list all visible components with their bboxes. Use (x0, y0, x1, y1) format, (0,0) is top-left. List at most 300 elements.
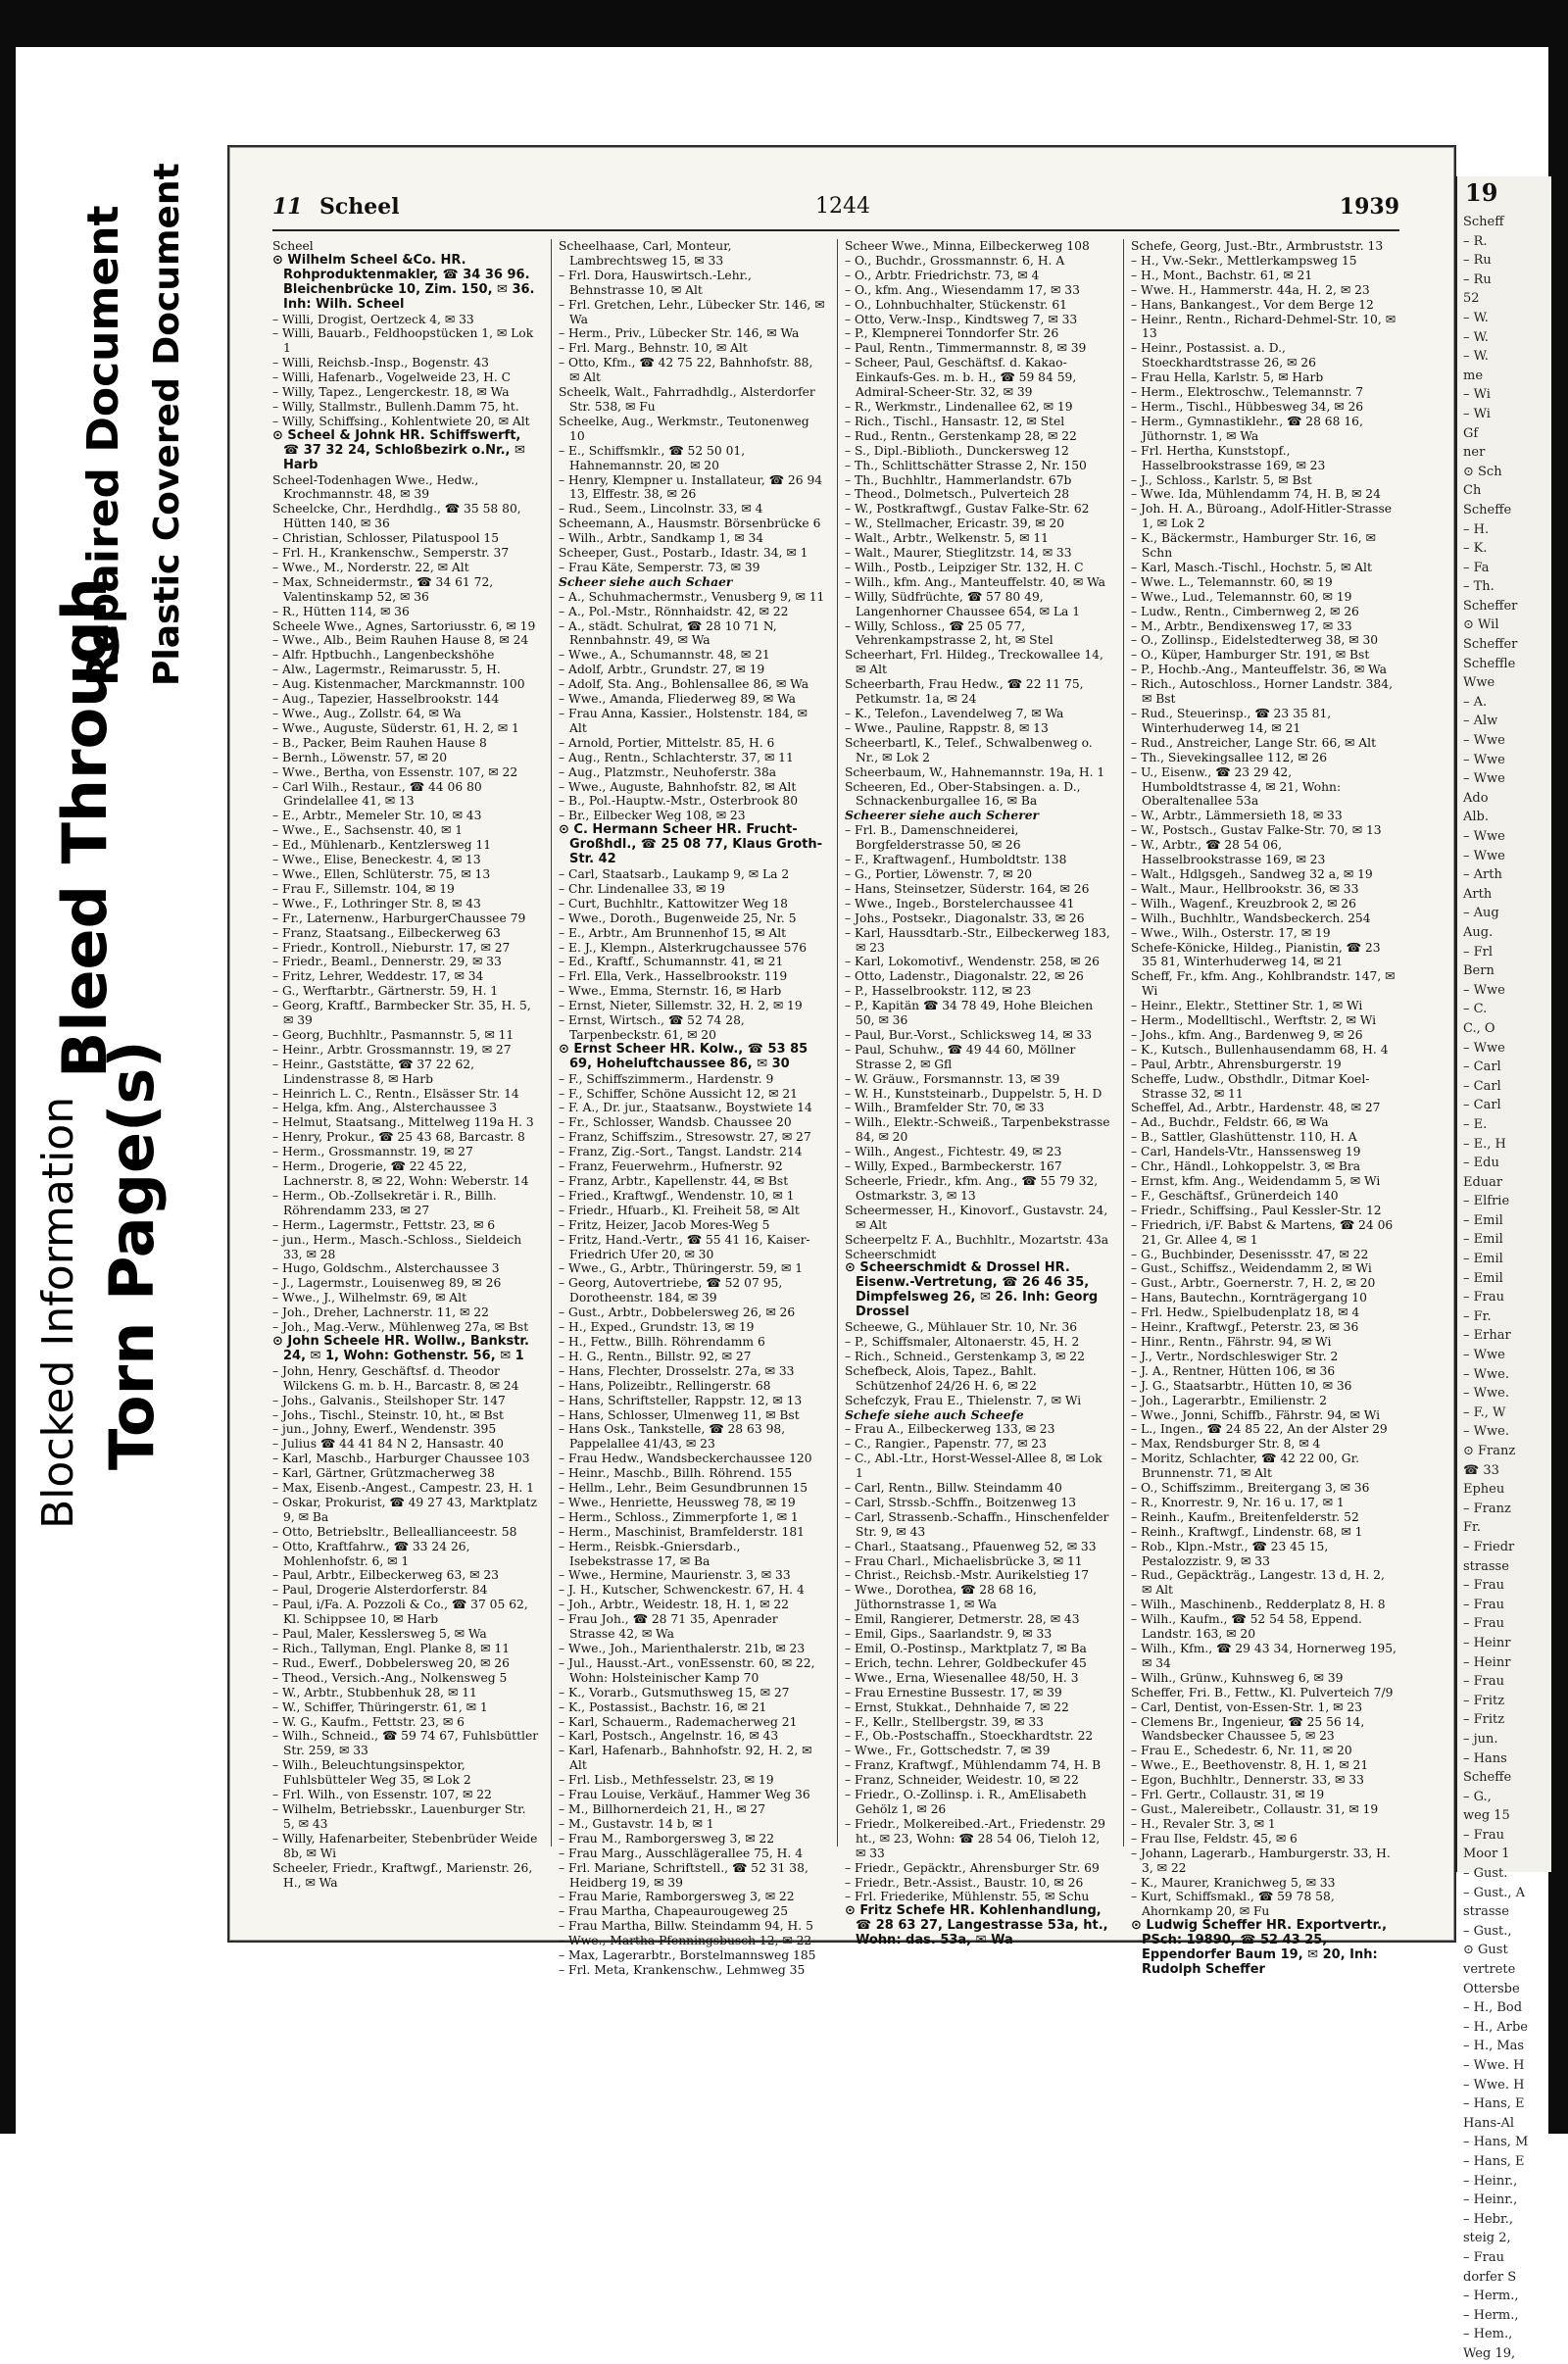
directory-entry: – Paul, Arbtr., Ahrensburgerstr. 19 (1131, 1057, 1342, 1071)
directory-entry: – Willy, Schiffsing., Kohlentwiete 20, ✉ Alt (272, 414, 530, 428)
directory-entry: – Karl, Schauerm., Rademacherweg 21 (559, 1714, 798, 1729)
directory-entry: – M., Gustavstr. 14 b, ✉ 1 (559, 1816, 714, 1831)
directory-entry: – Johs., Galvanis., Steilshoper Str. 147 (272, 1393, 506, 1407)
directory-entry: Scheel-Todenhagen Wwe., Hedw., Krochmannstr. 48, ✉ 39 (272, 472, 479, 502)
directory-entry: Scheffe, Ludw., Obsthdlr., Ditmar Koel-Strasse 32, ✉ 11 (1131, 1071, 1370, 1101)
directory-entry: – H., Mont., Bachstr. 61, ✉ 21 (1131, 268, 1313, 282)
directory-entry: – Wwe. H., Hammerstr. 44a, H. 2, ✉ 23 (1131, 282, 1370, 297)
adjacent-page-line: – Wi (1463, 387, 1491, 403)
directory-entry: – Carl, Strssb.-Schffn., Boitzenweg 13 (845, 1495, 1077, 1509)
directory-entry: – Wilh., Postb., Leipziger Str. 132, H. C (845, 560, 1084, 574)
directory-entry: – Frau Joh., ☎ 28 71 35, Apenrader Strasse 42, ✉ Wa (559, 1612, 778, 1642)
directory-entry: – E., Schiffsmklr., ☎ 52 50 01, Hahnemannstr. 20, ✉ 20 (559, 443, 746, 472)
directory-entry: – Frl. H., Krankenschw., Semperstr. 37 (272, 546, 510, 561)
directory-entry: – Willy, Tapez., Lengerckestr. 18, ✉ Wa (272, 385, 510, 400)
directory-entry: – Fritz, Hand.-Vertr., ☎ 55 41 16, Kaiser-Friedrich Ufer 20, ✉ 30 (559, 1232, 810, 1261)
directory-entry: – Rud., Ewerf., Dobbelersweg 20, ✉ 26 (272, 1655, 510, 1670)
directory-entry: – Frl. Gretchen, Lehr., Lübecker Str. 146, ✉ Wa (559, 297, 825, 326)
adjacent-page-line: – Wwe. H (1463, 2058, 1525, 2073)
directory-entry: – Aug., Tapezier, Hasselbrookstr. 144 (272, 692, 500, 707)
directory-entry: – S., Dipl.-Biblioth., Dunckersweg 12 (845, 443, 1069, 458)
directory-entry: – Wilh., Buchhltr., Wandsbeckerch. 254 (1131, 911, 1371, 925)
directory-entry: – Alw., Lagermstr., Reimarusstr. 5, H. (272, 663, 501, 677)
adjacent-page-line: – Herm., (1463, 2307, 1519, 2323)
directory-entry: Scheerer siehe auch Scherer (845, 808, 1040, 823)
directory-entry: Scheffer, Fri. B., Fettw., Kl. Pulverteich 7/9 (1131, 1685, 1394, 1699)
directory-entry: – Otto, Betriebsltr., Belleallianceestr. 58 (272, 1524, 517, 1539)
adjacent-page-line: – H. (1463, 521, 1490, 537)
adjacent-page-line: – H., Mas (1463, 2039, 1525, 2054)
directory-entry: – H., Vw.-Sekr., Mettlerkampsweg 15 (1131, 253, 1357, 268)
directory-entry: Scheer siehe auch Schaer (559, 573, 733, 589)
directory-entry: – Hans, Schriftsteller, Rappstr. 12, ✉ 13 (559, 1393, 803, 1407)
directory-entry: – Hans, Steinsetzer, Süderstr. 164, ✉ 26 (845, 881, 1090, 896)
directory-entry: – G., Portier, Löwenstr. 7, ✉ 20 (845, 866, 1033, 881)
directory-entry: – Christ., Reichsb.-Mstr. Aurikelstieg 17 (845, 1568, 1090, 1583)
directory-entry: – Carl, Dentist, von-Essen-Str. 1, ✉ 23 (1131, 1699, 1363, 1714)
directory-entry: – Herm., Schloss., Zimmerpforte 1, ✉ 1 (559, 1509, 799, 1524)
directory-entry: Scheerbartl, K., Telef., Schwalbenweg o. Nr., ✉ Lok 2 (845, 735, 1093, 764)
directory-entry: Scheeler, Friedr., Kraftwgf., Marienstr. 26, H., ✉ Wa (272, 1860, 533, 1890)
directory-entry: – Wwe., G., Arbtr., Thüringerstr. 59, ✉ 1 (559, 1261, 804, 1276)
directory-entry: – W., Postsch., Gustav Falke-Str. 70, ✉ 13 (1131, 823, 1382, 838)
directory-entry: Scheerpeltz F. A., Buchhltr., Mozartstr. 43a (845, 1232, 1109, 1247)
page-header (272, 192, 1399, 231)
adjacent-page-line: Scheffe (1463, 1770, 1512, 1786)
directory-entry: – Wilh., Kaufm., ☎ 52 54 58, Eppend. Landstr. 163, ✉ 20 (1131, 1612, 1362, 1642)
directory-entry: – H., Fettw., Billh. Röhrendamm 6 (559, 1334, 765, 1349)
directory-entry: – F., Geschäftsf., Grünerdeich 140 (1131, 1188, 1339, 1203)
adjacent-page-strip (1454, 176, 1551, 2361)
adjacent-page-line: – Carl (1463, 1098, 1501, 1113)
adjacent-page-line: Ado (1463, 790, 1489, 806)
directory-entry: Scheelcke, Chr., Herdhdlg., ☎ 35 58 80, Hütten 140, ✉ 36 (272, 502, 521, 531)
directory-entry: Schefbeck, Alois, Tapez., Bahlt. Schützenhof 24/26 H. 6, ✉ 22 (845, 1363, 1037, 1393)
directory-entry: – K., Kutsch., Bullenhausendamm 68, H. 4 (1131, 1042, 1389, 1057)
directory-entry: – Helga, kfm. Ang., Alsterchaussee 3 (272, 1101, 498, 1115)
directory-entry: – Kurt, Schiffsmakl., ☎ 59 78 58, Ahornkamp 20, ✉ Fu (1131, 1890, 1335, 1919)
directory-entry: – Wilh., Grünw., Kuhnsweg 6, ✉ 39 (1131, 1670, 1344, 1685)
directory-entry: – P., Klempnerei Tonndorfer Str. 26 (845, 326, 1059, 341)
directory-entry: – Franz, Arbtr., Kapellenstr. 44, ✉ Bst (559, 1174, 789, 1188)
directory-entry: – Erich, techn. Lehrer, Goldbeckufer 45 (845, 1655, 1087, 1670)
column-rule (1123, 239, 1124, 1847)
directory-entry: – F., Kellr., Stellbergstr. 39, ✉ 33 (845, 1714, 1044, 1729)
directory-entry: – Otto, Kfm., ☎ 42 75 22, Bahnhofstr. 88, ✉ Alt (559, 356, 813, 385)
adjacent-page-line: – Heinr., (1463, 2173, 1518, 2189)
directory-entry: – Herm., Reisbk.-Gniersdarb., Isebekstrasse 17, ✉ Ba (559, 1539, 741, 1568)
adjacent-page-line: Eduar (1463, 1174, 1503, 1190)
directory-entry: Schefe-Könicke, Hildeg., Pianistin, ☎ 23 35 81, Winterhuderweg 14, ✉ 21 (1131, 940, 1381, 969)
directory-entry: ⊙ Wilhelm Scheel &Co. HR. Rohproduktenmakler, ☎ 34 36 96. Bleichenbrücke 10, Zim. 150, ✉ 36. Inh: Wilh. Scheel (272, 252, 535, 312)
scanner-border-right (1548, 0, 1568, 2134)
directory-entry: – Georg, Kraftf., Barmbecker Str. 35, H. 5, ✉ 39 (272, 999, 531, 1028)
directory-entry: – Franz, Schiffszim., Stresowstr. 27, ✉ 27 (559, 1130, 811, 1145)
directory-entry: – Frau F., Sillemstr. 104, ✉ 19 (272, 881, 455, 896)
adjacent-page-line: ☎ 33 (1463, 1462, 1499, 1478)
directory-entry: – Ernst, kfm. Ang., Weidendamm 5, ✉ Wi (1131, 1174, 1381, 1188)
directory-entry: Scheelhaase, Carl, Monteur, Lambrechtsweg 15, ✉ 33 (559, 239, 732, 268)
directory-entry: – Theod., Versich.-Ang., Nolkensweg 5 (272, 1670, 508, 1685)
directory-entry: – Frl. Gertr., Collaustr. 31, ✉ 19 (1131, 1788, 1325, 1802)
directory-entry: – Paul, Maler, Kesslersweg 5, ✉ Wa (272, 1627, 487, 1642)
directory-entry: Schefe, Georg, Just.-Btr., Armbruststr. 13 (1131, 239, 1384, 253)
adjacent-page-line: Scheffle (1463, 656, 1516, 671)
directory-entry: – Wilh., kfm. Ang., Manteuffelstr. 40, ✉ Wa (845, 574, 1105, 589)
directory-entry: – Friedr., Hfuarb., Kl. Freiheit 58, ✉ Alt (559, 1203, 800, 1217)
directory-entry: – Paul, Rentn., Timmermannstr. 8, ✉ 39 (845, 341, 1087, 356)
adjacent-page-line: – Hem., (1463, 2327, 1513, 2342)
adjacent-page-line: – Frau (1463, 1616, 1504, 1632)
directory-entry: – Heinr., Maschb., Billh. Röhrend. 155 (559, 1466, 793, 1481)
directory-entry: – Karl, Masch.-Tischl., Hochstr. 5, ✉ Alt (1131, 560, 1372, 574)
directory-entry: Scheff, Fr., kfm. Ang., Kohlbrandstr. 147, ✉ Wi (1131, 969, 1396, 999)
adjacent-page-line: – Wwe. (1463, 1424, 1509, 1440)
adjacent-page-line: – Frau (1463, 1578, 1504, 1594)
directory-entry: – Chr. Lindenallee 33, ✉ 19 (559, 881, 725, 896)
directory-entry: – Wilhelm, Betriebsskr., Lauenburger Str. 5, ✉ 43 (272, 1801, 526, 1831)
directory-entry: – Otto, Ladenstr., Diagonalstr. 22, ✉ 26 (845, 969, 1084, 984)
directory-entry: Scheemann, A., Hausmstr. Börsenbrücke 6 (559, 517, 821, 531)
directory-entry: – Joh., Dreher, Lachnerstr. 11, ✉ 22 (272, 1305, 489, 1320)
directory-entry: – Herm., Elektroschw., Telemannstr. 7 (1131, 385, 1364, 400)
directory-entry: – Hugo, Goldschm., Alsterchaussee 3 (272, 1261, 500, 1276)
directory-entry: – E., Arbtr., Memeler Str. 10, ✉ 43 (272, 809, 482, 823)
directory-entry: – Joh., Mag.-Verw., Mühlenweg 27a, ✉ Bst (272, 1320, 529, 1335)
adjacent-page-line: Gf (1463, 425, 1479, 441)
directory-entry: – jun., Herm., Masch.-Schloss., Sieldeich 33, ✉ 28 (272, 1232, 522, 1261)
directory-entry: – O., Arbtr. Friedrichstr. 73, ✉ 4 (845, 268, 1040, 282)
adjacent-page-line: – W. (1463, 329, 1489, 345)
directory-entry: Scheewe, G., Mühlauer Str. 10, Nr. 36 (845, 1320, 1078, 1335)
directory-entry: – Th., Schlittschätter Strasse 2, Nr. 150 (845, 458, 1087, 472)
directory-entry: – Wilh., Maschinenb., Redderplatz 8, H. 8 (1131, 1598, 1386, 1612)
directory-entry: – Friedr., Betr.-Assist., Baustr. 10, ✉ 26 (845, 1875, 1084, 1890)
adjacent-page-line: 52 (1463, 291, 1480, 307)
directory-entry: – Frau Marie, Ramborgersweg 3, ✉ 22 (559, 1890, 795, 1904)
adjacent-page-year: 19 (1465, 178, 1498, 207)
adjacent-page-line: C., O (1463, 1020, 1495, 1036)
directory-entry: – Joh., Arbtr., Weidestr. 18, H. 1, ✉ 22 (559, 1598, 789, 1612)
adjacent-page-line: – Hans, M (1463, 2135, 1529, 2150)
directory-entry: – Herm., Grossmannstr. 19, ✉ 27 (272, 1145, 473, 1159)
adjacent-page-line: Ch (1463, 483, 1482, 499)
directory-entry: – Wwe., Ellen, Schlüterstr. 75, ✉ 13 (272, 866, 491, 881)
directory-entry: – Bernh., Löwenstr. 57, ✉ 20 (272, 750, 448, 764)
directory-entry: – Karl, Lokomotivf., Wendenstr. 258, ✉ 26 (845, 955, 1100, 969)
directory-entry: – Heinr., Kraftwgf., Peterstr. 23, ✉ 36 (1131, 1320, 1359, 1335)
directory-entry: – Rud., Steuerinsp., ☎ 23 35 81, Winterhuderweg 14, ✉ 21 (1131, 707, 1332, 735)
directory-entry: – Walt., Maurer, Stieglitzstr. 14, ✉ 33 (845, 546, 1072, 561)
directory-entry: – C., Rangier., Papenstr. 77, ✉ 23 (845, 1437, 1047, 1452)
directory-entry: – Paul, Drogerie Alsterdorferstr. 84 (272, 1583, 488, 1598)
directory-entry: – Fritz, Lehrer, Weddestr. 17, ✉ 34 (272, 969, 484, 984)
directory-entry: – Franz, Schneider, Weidestr. 10, ✉ 22 (845, 1773, 1079, 1788)
adjacent-page-line: – C. (1463, 1002, 1488, 1017)
directory-entry: – Friedr., Molkereibed.-Art., Friedenstr. 29 ht., ✉ 23, Wohn: ☎ 28 54 06, Tieloh 12, ✉ 33 (845, 1816, 1105, 1860)
directory-entry: – O., Lohnbuchhalter, Stückenstr. 61 (845, 297, 1067, 312)
directory-entry: – P., Hasselbrookstr. 112, ✉ 23 (845, 984, 1032, 999)
directory-entry: – Paul, Arbtr., Eilbeckerweg 63, ✉ 23 (272, 1568, 499, 1583)
adjacent-page-line: – Wwe (1463, 752, 1505, 767)
adjacent-page-line: – Gust. (1463, 1866, 1508, 1882)
directory-entry: – Frl. Hedw., Spielbudenplatz 18, ✉ 4 (1131, 1305, 1360, 1320)
directory-entry: – Clemens Br., Ingenieur, ☎ 25 56 14, Wandsbecker Chaussee 5, ✉ 23 (1131, 1714, 1365, 1744)
adjacent-page-line: Weg 19, (1463, 2345, 1516, 2361)
directory-entry: – Johann, Lagerarb., Hamburgerstr. 33, H. 3, ✉ 22 (1131, 1846, 1391, 1875)
directory-entry: – Ludw., Rentn., Cimbernweg 2, ✉ 26 (1131, 604, 1359, 618)
directory-entry: – Georg, Buchhltr., Pasmannstr. 5, ✉ 11 (272, 1027, 514, 1042)
directory-entry: ⊙ Fritz Schefe HR. Kohlenhandlung, ☎ 28 63 27, Langestrasse 53a, ht., Wohn: das. 53a, ✉ Wa (845, 1903, 1108, 1948)
directory-entry: – Wwe., Auguste, Bahnhofstr. 82, ✉ Alt (559, 779, 797, 794)
directory-entry: – Alfr. Hptbuchh., Langenbeckshöhe (272, 648, 495, 663)
directory-entry: – Heinr., Arbtr. Grossmannstr. 19, ✉ 27 (272, 1042, 512, 1057)
directory-entry: – Fritz, Heizer, Jacob Mores-Weg 5 (559, 1217, 770, 1232)
directory-entry: – Emil, Rangierer, Detmerstr. 28, ✉ 43 (845, 1612, 1080, 1627)
directory-entry: – A., städt. Schulrat, ☎ 28 10 71 N, Rennbahnstr. 49, ✉ Wa (559, 618, 777, 648)
directory-entry: – Frl. Marg., Behnstr. 10, ✉ Alt (559, 341, 748, 356)
directory-entry: – W. H., Kunststeinarb., Duppelstr. 5, H. D (845, 1086, 1102, 1101)
label-bleed-through: Bleed Through (49, 577, 121, 1078)
directory-entry: – W., Arbtr., Lämmersieth 18, ✉ 33 (1131, 809, 1343, 823)
directory-entry: – Heinr., Rentn., Richard-Dehmel-Str. 10, ✉ 13 (1131, 312, 1396, 341)
directory-entry: – Wwe., Elise, Beneckestr. 4, ✉ 13 (272, 853, 481, 867)
directory-entry: – Johs., Postsekr., Diagonalstr. 33, ✉ 26 (845, 911, 1085, 925)
label-torn-pages: Torn Page(s) (96, 1040, 168, 1470)
directory-entry: – Heinr., Elektr., Stettiner Str. 1, ✉ Wi (1131, 999, 1363, 1013)
directory-entry: – Hans, Polizeibtr., Rellingerstr. 68 (559, 1378, 771, 1393)
directory-entry: – Herm., Maschinist, Bramfelderstr. 181 (559, 1524, 805, 1539)
adjacent-page-line: – Emil (1463, 1232, 1503, 1248)
adjacent-page-line: strasse (1463, 1558, 1509, 1574)
adjacent-page-line: ⊙ Franz (1463, 1444, 1516, 1458)
directory-entry: – Wilh., Wagenf., Kreuzbrook 2, ✉ 26 (1131, 896, 1356, 911)
directory-entry: – Wwe., Amanda, Fliederweg 89, ✉ Wa (559, 692, 796, 707)
directory-entry: – A., Pol.-Mstr., Rönnhaidstr. 42, ✉ 22 (559, 604, 789, 618)
directory-entry: – Herm., Drogerie, ☎ 22 45 22, Lachnerstr. 8, ✉ 22, Wohn: Weberstr. 14 (272, 1159, 529, 1188)
directory-entry: – K., Maurer, Kranichweg 5, ✉ 33 (1131, 1875, 1336, 1890)
adjacent-page-line: – Elfrie (1463, 1194, 1510, 1209)
directory-entry: Scheermesser, H., Kinovorf., Gustavstr. 24, ✉ Alt (845, 1203, 1108, 1232)
directory-entry: – Th., Sievekingsallee 112, ✉ 26 (1131, 750, 1328, 764)
directory-entry: – Wwe., Aug., Zollstr. 64, ✉ Wa (272, 707, 462, 720)
directory-entry: – Wilh., Schneid., ☎ 59 74 67, Fuhlsbüttler Str. 259, ✉ 33 (272, 1729, 539, 1758)
directory-entry: – Julius ☎ 44 41 84 N 2, Hansastr. 40 (272, 1437, 504, 1452)
directory-entry: Scheele Wwe., Agnes, Sartoriusstr. 6, ✉ 19 (272, 618, 536, 633)
adjacent-page-line: – Friedr (1463, 1539, 1515, 1554)
directory-entry: – Karl, Maschb., Harburger Chaussee 103 (272, 1452, 530, 1466)
column-4 (1131, 239, 1397, 1977)
directory-entry: ⊙ John Scheele HR. Wollw., Bankstr. 24, ✉ 1, Wohn: Gothenstr. 56, ✉ 1 (272, 1333, 529, 1363)
directory-entry: – jun., Johny, Ewerf., Wendenstr. 395 (272, 1422, 497, 1437)
adjacent-page-line: – Hebr., (1463, 2211, 1514, 2227)
directory-entry: – Rich., Schneid., Gerstenkamp 3, ✉ 22 (845, 1349, 1085, 1363)
directory-entry: – Walt., Maur., Hellbrookstr. 36, ✉ 33 (1131, 881, 1359, 896)
adjacent-page-line: – Wwe. H (1463, 2077, 1525, 2093)
directory-entry: – Ernst, Stukkat., Dehnhaide 7, ✉ 22 (845, 1699, 1069, 1714)
directory-entry: – Wwe., Wilh., Osterstr. 17, ✉ 19 (1131, 925, 1331, 940)
adjacent-page-line: – Frau (1463, 1827, 1504, 1843)
directory-entry: – Carl Wilh., Restaur., ☎ 44 06 80 Grindelallee 41, ✉ 13 (272, 779, 482, 809)
directory-entry: – P., Schiffsmaler, Altonaerstr. 45, H. 2 (845, 1334, 1080, 1349)
directory-entry: – Theod., Dolmetsch., Pulverteich 28 (845, 487, 1070, 502)
directory-entry: – Wwe., J., Wilhelmstr. 69, ✉ Alt (272, 1291, 467, 1305)
directory-entry: – R., Knorrestr. 9, Nr. 16 u. 17, ✉ 1 (1131, 1495, 1345, 1509)
directory-entry: – Rob., Klpn.-Mstr., ☎ 23 45 15, Pestalozzistr. 9, ✉ 33 (1131, 1539, 1329, 1568)
directory-entry: – Wwe., Hermine, Maurienstr. 3, ✉ 33 (559, 1568, 791, 1583)
directory-entry: – A., Schuhmachermstr., Venusberg 9, ✉ 11 (559, 589, 825, 604)
directory-entry: – Frau Ernestine Bussestr. 17, ✉ 39 (845, 1685, 1062, 1699)
directory-entry: – Otto, Verw.-Insp., Kindtsweg 7, ✉ 33 (845, 312, 1078, 326)
adjacent-page-line: – Hans, E (1463, 2153, 1525, 2169)
adjacent-page-line: dorfer S (1463, 2269, 1517, 2285)
directory-entry: – Curt, Buchhltr., Kattowitzer Weg 18 (559, 896, 788, 911)
directory-entry: – Paul, Bur.-Vorst., Schlicksweg 14, ✉ 33 (845, 1027, 1093, 1042)
directory-entry: – Helmut, Staatsang., Mittelweg 119a H. 3 (272, 1115, 534, 1130)
directory-columns (272, 239, 1399, 1977)
label-plastic-covered-document: Plastic Covered Document (147, 163, 187, 686)
directory-entry: – Carl, Staatsarb., Laukamp 9, ✉ La 2 (559, 866, 790, 881)
directory-entry: – Herm., Ob.-Zollsekretär i. R., Billh. Röhrendamm 233, ✉ 27 (272, 1188, 497, 1217)
directory-entry: – Wwe., Auguste, Süderstr. 61, H. 2, ✉ 1 (272, 720, 519, 735)
adjacent-page-line: weg 15 (1463, 1808, 1510, 1824)
directory-entry: – Emil, O.-Postinsp., Marktplatz 7, ✉ Ba (845, 1642, 1087, 1655)
directory-entry: – Franz, Kraftwgf., Mühlendamm 74, H. B (845, 1758, 1102, 1773)
directory-entry: – F., Schiffer, Schöne Aussicht 12, ✉ 21 (559, 1086, 798, 1101)
column-rule (837, 239, 838, 1847)
adjacent-page-line: – Wwe. (1463, 1366, 1509, 1382)
directory-entry: – Joh., Lagerarbtr., Emilienstr. 2 (1131, 1393, 1327, 1407)
scanner-border-top (0, 0, 1568, 47)
directory-entry: – J., Schloss., Karlstr. 5, ✉ Bst (1131, 472, 1312, 487)
directory-entry: – F., Kraftwagenf., Humboldtstr. 138 (845, 853, 1067, 867)
directory-entry: – Rud., Rentn., Gerstenkamp 28, ✉ 22 (845, 428, 1077, 443)
directory-entry: – Wwe., Alb., Beim Rauhen Hause 8, ✉ 24 (272, 633, 529, 648)
adjacent-page-line: ⊙ Sch (1463, 464, 1502, 479)
directory-entry: – Frau Käte, Semperstr. 73, ✉ 39 (559, 560, 760, 574)
adjacent-page-line: – Carl (1463, 1078, 1501, 1094)
directory-entry: – Karl, Gärtner, Grützmacherweg 38 (272, 1466, 495, 1481)
directory-entry: Scheer Wwe., Minna, Eilbeckerweg 108 (845, 239, 1090, 253)
directory-entry: – Herm., Tischl., Hübbesweg 34, ✉ 26 (1131, 399, 1364, 414)
directory-entry: Schefczyk, Frau E., Thielenstr. 7, ✉ Wi (845, 1393, 1082, 1407)
directory-entry: – Scheer, Paul, Geschäftsf. d. Kakao-Einkaufs-Ges. m. b. H., ☎ 59 84 59, Admiral-Scheer-Str. 32, ✉ 39 (845, 356, 1077, 400)
adjacent-page-line: Bern (1463, 963, 1494, 979)
directory-entry: – P., Hochb.-Ang., Manteuffelstr. 36, ✉ Wa (1131, 663, 1387, 677)
adjacent-page-line: – Aug (1463, 906, 1499, 921)
directory-entry: – L., Ingen., ☎ 24 85 22, An der Alster 29 (1131, 1422, 1388, 1437)
label-blocked-information: Blocked Information (33, 1096, 83, 1529)
directory-entry: – Willy, Exped., Barmbeckerstr. 167 (845, 1159, 1062, 1174)
adjacent-page-line: – jun. (1463, 1731, 1498, 1747)
directory-entry: – Hans, Schlosser, Ulmenweg 11, ✉ Bst (559, 1407, 800, 1422)
directory-entry: – Heinr., Gaststätte, ☎ 37 22 62, Lindenstrasse 8, ✉ Harb (272, 1057, 475, 1086)
directory-entry: – P., Kapitän ☎ 34 78 49, Hohe Bleichen 50, ✉ 36 (845, 999, 1094, 1028)
directory-entry: – E. J., Klempn., Alsterkrugchaussee 576 (559, 940, 808, 955)
directory-entry: – Herm., Gymnastiklehr., ☎ 28 68 16, Jüthornstr. 1, ✉ Wa (1131, 414, 1363, 443)
adjacent-page-line: – Arth (1463, 867, 1502, 883)
directory-entry: – Frau Martha, Billw. Steindamm 94, H. 5 (559, 1919, 813, 1934)
directory-entry: – Frl. Lisb., Methfesselstr. 23, ✉ 19 (559, 1773, 774, 1788)
directory-entry: – Frau Marg., Ausschlägerallee 75, H. 4 (559, 1846, 804, 1860)
directory-entry: – Hellm., Lehr., Beim Gesundbrunnen 15 (559, 1481, 808, 1496)
adjacent-page-line: – Emil (1463, 1252, 1503, 1267)
directory-entry: – J. H., Kutscher, Schwenckestr. 67, H. 4 (559, 1583, 805, 1598)
directory-entry: – Frl. Wilh., von Essenstr. 107, ✉ 22 (272, 1788, 492, 1802)
directory-entry: Scheelke, Aug., Werkmstr., Teutonenweg 10 (559, 414, 809, 443)
scanner-border-left (0, 0, 16, 2134)
directory-entry: – W., Arbtr., Stubbenhuk 28, ✉ 11 (272, 1685, 477, 1699)
directory-entry: – R., Hütten 114, ✉ 36 (272, 604, 410, 618)
directory-entry: – Frl. B., Damenschneiderei, Borgfelderstrasse 50, ✉ 26 (845, 823, 1021, 853)
directory-entry: ⊙ Scheel & Johnk HR. Schiffswerft, ☎ 37 32 24, Schloßbezirk o.Nr., ✉ Harb (272, 427, 525, 472)
directory-entry: – H., Revaler Str. 3, ✉ 1 (1131, 1816, 1276, 1831)
adjacent-page-line: – Wwe (1463, 1348, 1505, 1363)
directory-entry: – Karl, Postsch., Angelnstr. 16, ✉ 43 (559, 1729, 779, 1744)
directory-entry: – O., Küper, Hamburger Str. 191, ✉ Bst (1131, 648, 1370, 663)
directory-entry: – Friedr., Schiffsing., Paul Kessler-Str. 12 (1131, 1203, 1382, 1217)
directory-entry: – E., Arbtr., Am Brunnenhof 15, ✉ Alt (559, 925, 787, 940)
adjacent-page-line: Moor 1 (1463, 1847, 1510, 1862)
directory-entry: – Aug., Platzmstr., Neuhoferstr. 38a (559, 764, 777, 779)
directory-entry: – Fr., Schlosser, Wandsb. Chaussee 20 (559, 1115, 792, 1130)
directory-entry: – Johs., Tischl., Steinstr. 10, ht., ✉ Bst (272, 1407, 504, 1422)
directory-entry: ⊙ Ernst Scheer HR. Kolw., ☎ 53 85 69, Hoheluftchaussee 86, ✉ 30 (559, 1041, 808, 1071)
directory-entry: – Friedrich, i/F. Babst & Martens, ☎ 24 06 21, Gr. Allee 4, ✉ 1 (1131, 1217, 1394, 1247)
directory-entry: – Frau Anna, Kassier., Holstenstr. 184, ✉ Alt (559, 707, 808, 735)
directory-entry: – Max, Eisenb.-Angest., Campestr. 23, H. 1 (272, 1481, 534, 1496)
adjacent-page-line: – Wwe. (1463, 1386, 1509, 1402)
directory-entry: – Johs., kfm. Ang., Bardenweg 9, ✉ 26 (1131, 1027, 1363, 1042)
adjacent-page-line: – Wi (1463, 406, 1491, 421)
directory-entry: – J., Lagermstr., Louisenweg 89, ✉ 26 (272, 1276, 502, 1291)
directory-entry: – Carl, Rentn., Billw. Steindamm 40 (845, 1481, 1062, 1496)
directory-entry: – Wwe., Ingeb., Borstelerchaussee 41 (845, 896, 1075, 911)
adjacent-page-line: – Frau (1463, 1674, 1504, 1690)
directory-entry: – W., Schiffer, Thüringerstr. 61, ✉ 1 (272, 1699, 488, 1714)
adjacent-page-line: – W. (1463, 349, 1489, 365)
directory-entry: – Oskar, Prokurist, ☎ 49 27 43, Marktplatz 9, ✉ Ba (272, 1495, 537, 1524)
directory-entry: – Frau Martha, Chapeaurougeweg 25 (559, 1904, 789, 1919)
directory-entry: – M., Billhornerdeich 21, H., ✉ 27 (559, 1801, 766, 1816)
adjacent-page-line: – Fa (1463, 560, 1490, 575)
directory-entry: – Wilh., Arbtr., Sandkamp 1, ✉ 34 (559, 531, 764, 546)
directory-entry: – Henry, Prokur., ☎ 25 43 68, Barcastr. 8 (272, 1130, 525, 1145)
directory-entry: – Gust., Arbtr., Dobbelersweg 26, ✉ 26 (559, 1305, 796, 1320)
adjacent-page-line: – Erhar (1463, 1328, 1511, 1344)
adjacent-page-line: Scheff (1463, 215, 1504, 229)
directory-entry: – Gust., Malereibetr., Collaustr. 31, ✉ 19 (1131, 1801, 1379, 1816)
directory-entry: – G., Werftarbtr., Gärtnerstr. 59, H. 1 (272, 984, 499, 999)
directory-entry: – R., Werkmstr., Lindenallee 62, ✉ 19 (845, 399, 1073, 414)
directory-entry: – J. G., Staatsarbtr., Hütten 10, ✉ 36 (1131, 1378, 1352, 1393)
adjacent-page-line: – Alw (1463, 714, 1498, 729)
adjacent-page-line: – Frl (1463, 944, 1494, 960)
directory-entry: – Willy, Schloss., ☎ 25 05 77, Vehrenkampstrasse 2, ht, ✉ Stel (845, 618, 1054, 648)
adjacent-page-line: – Frau (1463, 2249, 1504, 2265)
directory-entry: – Friedr., Gepäcktr., Ahrensburger Str. 69 (845, 1860, 1100, 1875)
directory-entry: – Arnold, Portier, Mittelstr. 85, H. 6 (559, 735, 775, 750)
directory-entry: – F. A., Dr. jur., Staatsanw., Boystwiete 14 (559, 1101, 812, 1115)
adjacent-page-lines (1457, 213, 1551, 2364)
directory-entry: – Frau M., Ramborgersweg 3, ✉ 22 (559, 1831, 775, 1846)
adjacent-page-line: – H., Bod (1463, 2000, 1523, 2016)
directory-entry: – M., Arbtr., Bendixensweg 17, ✉ 33 (1131, 618, 1352, 633)
directory-entry: – Charl., Staatsang., Pfauenweg 52, ✉ 33 (845, 1539, 1097, 1553)
directory-entry: – Fried., Kraftwgf., Wendenstr. 10, ✉ 1 (559, 1188, 795, 1203)
directory-entry: – B., Packer, Beim Rauhen Hause 8 (272, 735, 487, 750)
directory-entry: – Hans, Bautechn., Kornträgergang 10 (1131, 1291, 1367, 1305)
